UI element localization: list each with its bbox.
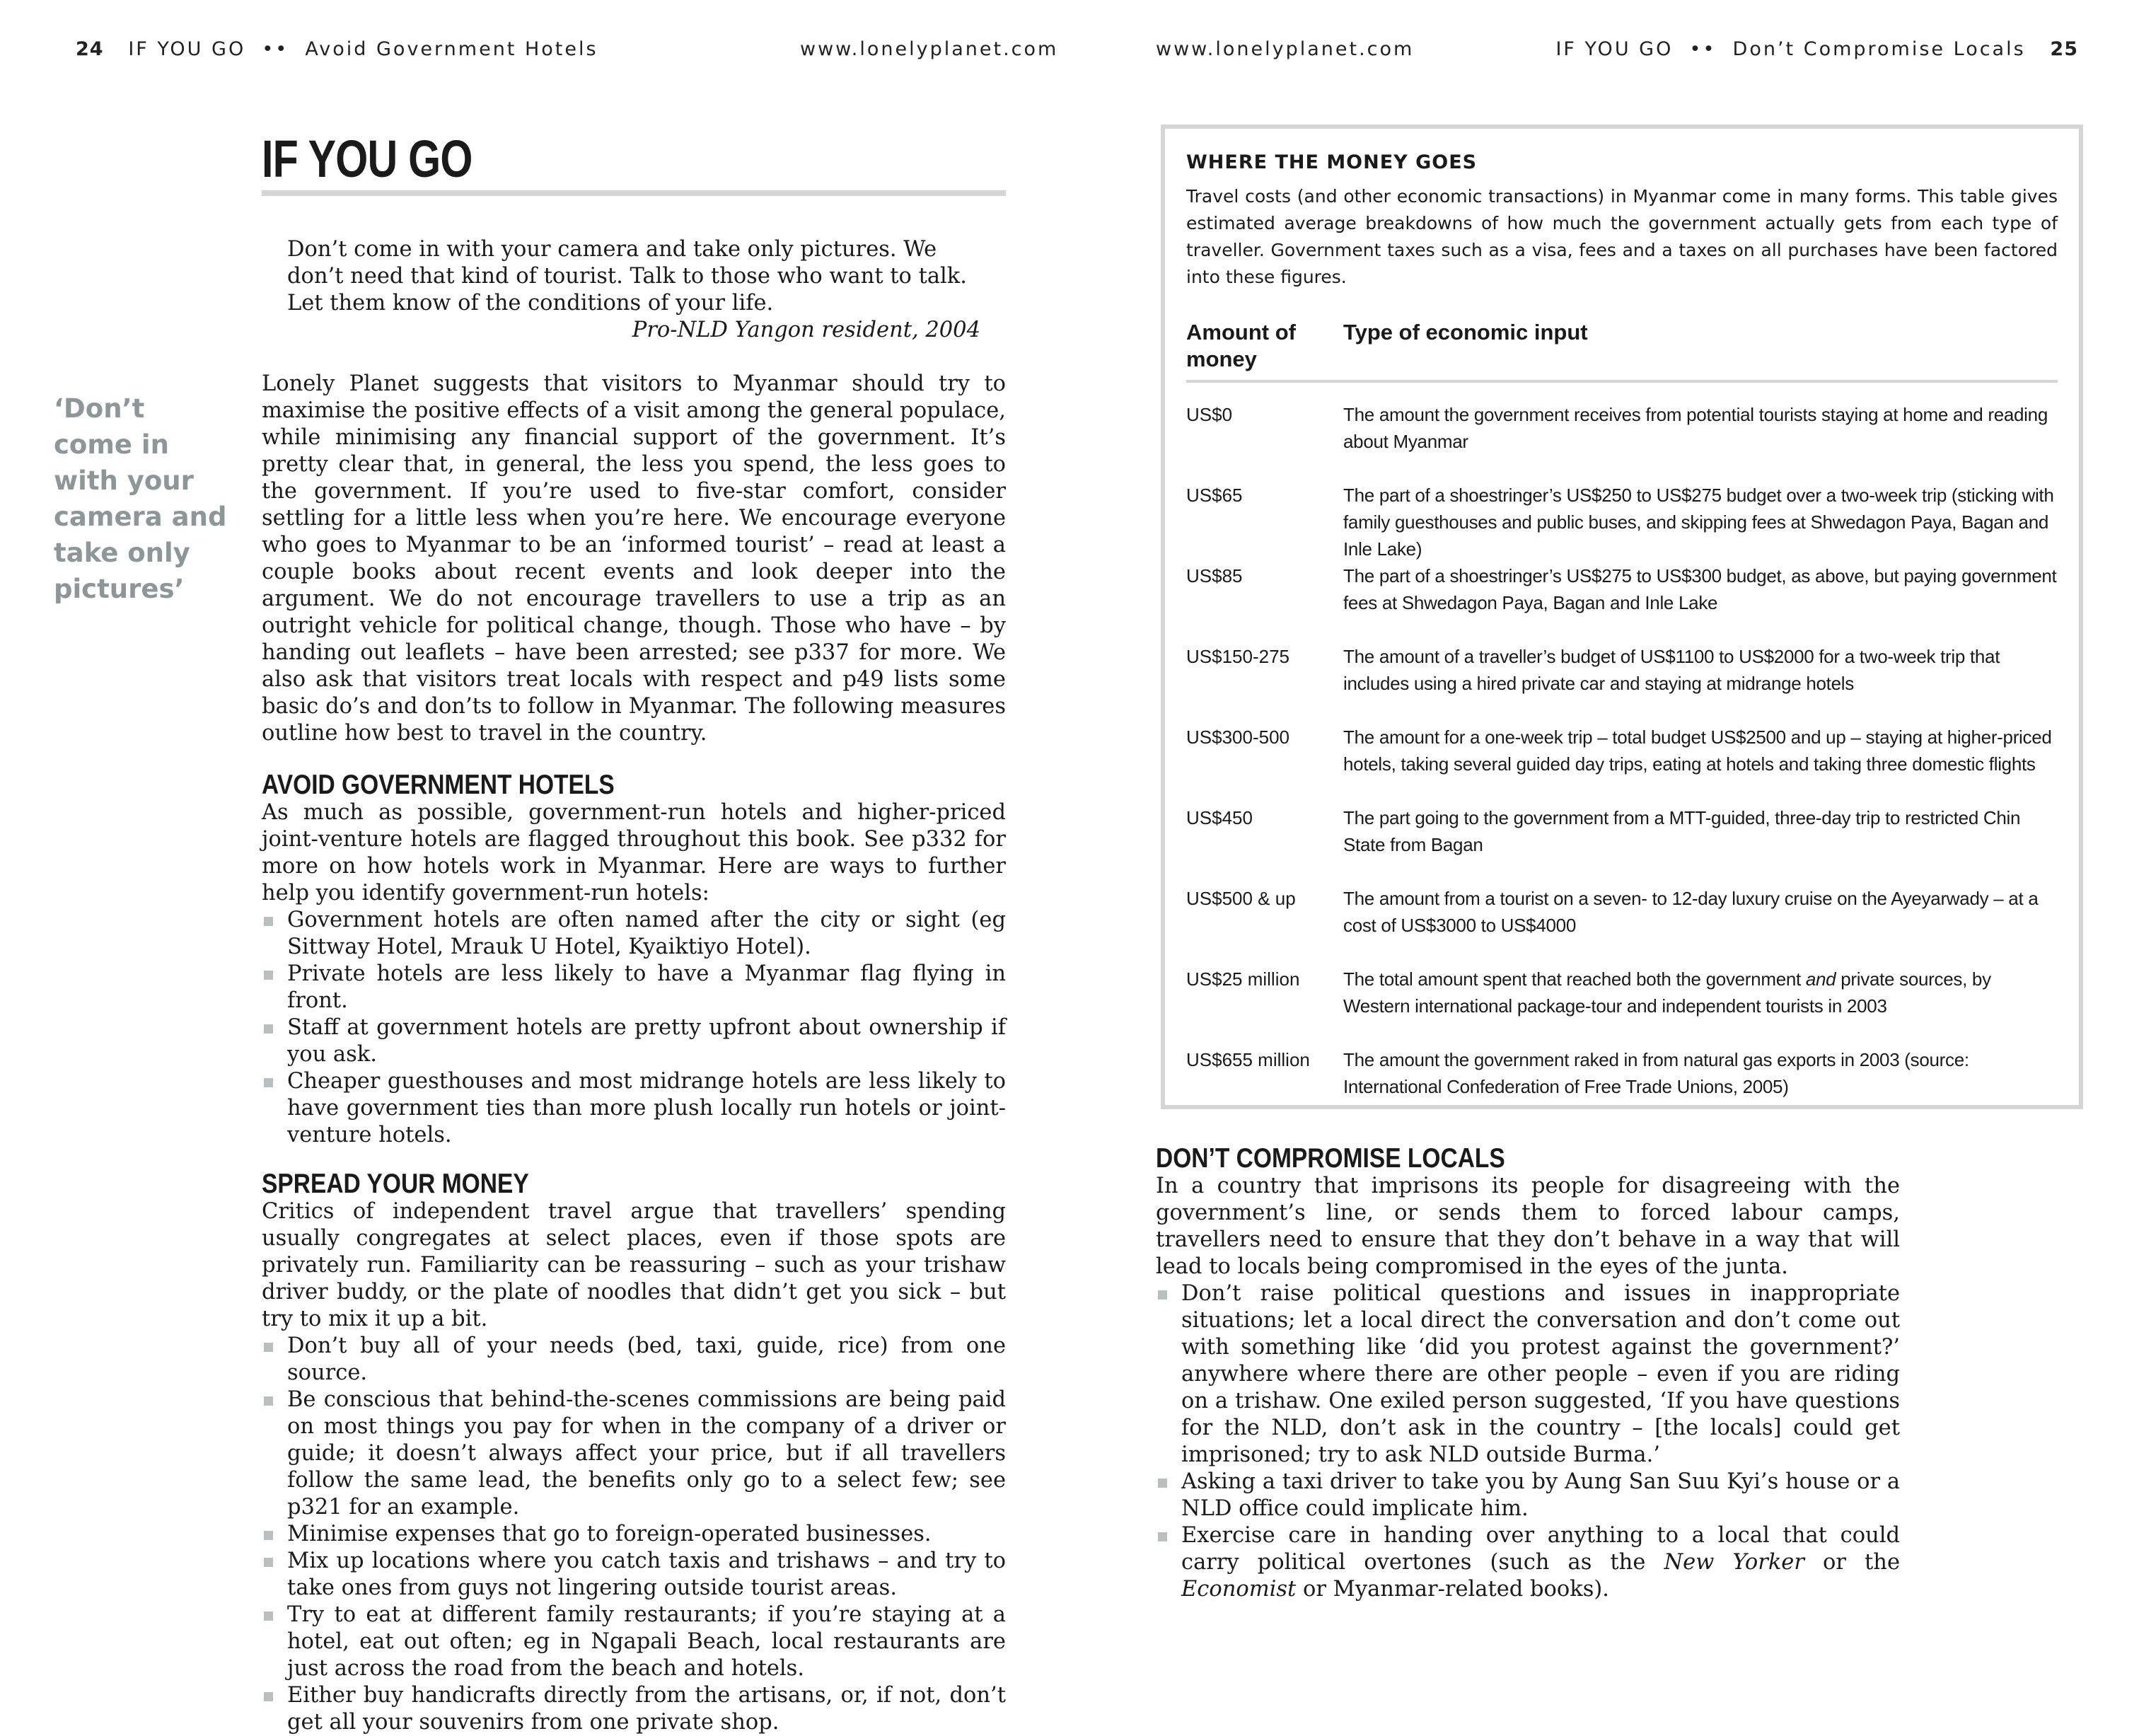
table-cell-amount: US$500 & up (1186, 888, 1296, 909)
table-cell-desc: The part going to the government from a MTT-guided, three-day trip to restricted Chin State from Bagan (1343, 807, 2021, 855)
list-item: Government hotels are often named after the city or sight (eg Sittway Hotel, Mrauk U Hotel, Kyaiktiyo Hotel). (262, 907, 1006, 961)
page-number: 24 (76, 38, 104, 60)
money-table-box (1161, 125, 2083, 1109)
table-cell-desc: The amount the government receives from potential tourists staying at home and reading about Myanmar (1343, 404, 2048, 452)
table-cell-desc: The amount the government raked in from natural gas exports in 2003 (source: International Confederation of Free Trade Unions, 2005) (1343, 1049, 1969, 1097)
header-separator: •• (262, 38, 289, 60)
pull-quote: ‘Don’t come in with your camera and take only pictures’ (54, 393, 227, 604)
section2-list (262, 1333, 1006, 1736)
right-column (1156, 1145, 1900, 1603)
main-column (262, 371, 1006, 1736)
table-row (1186, 562, 2058, 643)
desc-text: The total amount spent that reached both the government (1343, 968, 1806, 990)
left-page (0, 0, 1070, 1735)
heading-spread-your-money: SPREAD YOUR MONEY (262, 1169, 529, 1199)
header-section: IF YOU GO (128, 38, 246, 60)
box-intro: Travel costs (and other economic transactions) in Myanmar come in many forms. This table gives estimated average breakdowns of how much the government actually gets from each type of traveller. Government taxes such as a visa, fees and a taxes on all purchases have been factored into these figures. (1186, 186, 2058, 287)
list-item: Either buy handicrafts directly from the artisans, or, if not, don’t get all your souvenirs from one private shop. (262, 1682, 1006, 1736)
section1-text: As much as possible, government-run hotels and higher-priced joint-venture hotels are flagged throughout this book. See p332 for more on how hotels work in Myanmar. Here are ways to further help you identify government-run hotels: (262, 800, 1006, 905)
table-cell-desc (1343, 966, 2058, 1046)
running-header-right (1555, 38, 2078, 60)
header-separator: •• (1689, 38, 1717, 60)
table-cell-amount: US$655 million (1186, 1049, 1310, 1070)
desc-emphasis: and (1805, 968, 1836, 990)
money-table (1186, 319, 2058, 1127)
table-cell-amount: US$450 (1186, 807, 1253, 828)
table-row (1186, 724, 2058, 804)
table-cell-desc: The amount for a one-week trip – total budget US$2500 and up – staying at higher-priced hotels, taking several guided day trips, eating at hotels and taking three domestic flights (1343, 727, 2052, 775)
table-cell-amount: US$85 (1186, 565, 1243, 586)
table-row (1186, 885, 2058, 966)
table-cell-amount: US$25 million (1186, 968, 1300, 990)
table-cell-desc: The amount of a traveller’s budget of US$1100 to US$2000 for a two-week trip that includes using a hired private car and staying at midrange hotels (1343, 646, 2000, 694)
table-header (1186, 319, 2058, 383)
page-title: IF YOU GO (262, 129, 473, 188)
list-text: Exercise care in handing over anything to a local that could carry political overtones (such as the (1181, 1523, 1900, 1575)
table-row (1186, 966, 2058, 1046)
list-item: Private hotels are less likely to have a Myanmar flag flying in front. (262, 961, 1006, 1014)
epigraph (287, 236, 980, 344)
list-item: Try to eat at different family restaurants; if you’re staying at a hotel, eat out often; eg in Ngapali Beach, local restaurants are just across the road from the beach and hotels. (262, 1602, 1006, 1682)
table-cell-amount: US$150-275 (1186, 646, 1289, 667)
table-row (1186, 482, 2058, 562)
table-cell-amount: US$65 (1186, 485, 1243, 506)
header-topic: Avoid Government Hotels (305, 38, 598, 60)
intro-paragraph: Lonely Planet suggests that visitors to Myanmar should try to maximise the positive effects of a visit among the general populace, while minimising any financial support of the government. It’s pretty clear that, in general, the less you spend, the less goes to the government. If you’re used to five-star comfort, consider settling for a little less when you’re here. We encourage everyone who goes to Myanmar to be an ‘informed tourist’ – read at least a couple books about recent events and look deeper into the argument. We do not encourage travellers to use a trip as an outright vehicle for political change, though. Those who have – by handing out leaflets – have been arrested; see p337 for more. We also ask that visitors treat locals with respect and p49 lists some basic do’s and don’ts to follow in Myanmar. The following measures outline how best to travel in the country. (262, 371, 1006, 746)
list-item: Cheaper guesthouses and most midrange hotels are less likely to have government ties than more plush locally run hotels or joint-venture hotels. (262, 1068, 1006, 1149)
page-number: 25 (2050, 38, 2078, 60)
publication-title: Economist (1181, 1577, 1297, 1602)
list-item: Don’t buy all of your needs (bed, taxi, guide, rice) from one source. (262, 1333, 1006, 1387)
table-cell-desc: The part of a shoestringer’s US$275 to US$300 budget, as above, but paying government fees at Shwedagon Paya, Bagan and Inle Lake (1343, 565, 2057, 613)
table-cell-amount: US$300-500 (1186, 727, 1289, 748)
header-topic: Don’t Compromise Locals (1732, 38, 2026, 60)
running-header-left (76, 38, 598, 60)
column-header-amount: Amount of money (1186, 320, 1296, 371)
list-item: Don’t raise political questions and issues in inappropriate situations; let a local direct the conversation and don’t come out with something like ‘did you protest against the government?’ anywhere where there are other people – even if you are riding on a trishaw. One exiled person suggested, ‘If you have questions for the NLD, don’t ask in the country – [the locals] could get imprisoned; try to ask NLD outside Burma.’ (1156, 1280, 1900, 1469)
title-rule (262, 190, 1006, 196)
heading-dont-compromise-locals: DON’T COMPROMISE LOCALS (1156, 1143, 1505, 1174)
list-item: Minimise expenses that go to foreign-operated businesses. (262, 1521, 1006, 1548)
list-text: or Myanmar-related books). (1296, 1577, 1609, 1602)
list-item: Staff at government hotels are pretty upfront about ownership if you ask. (262, 1014, 1006, 1068)
epigraph-text: Don’t come in with your camera and take only pictures. We don’t need that kind of tourist. Talk to those who want to talk. Let them know of the conditions of your life. (287, 237, 967, 316)
header-website: www.lonelyplanet.com (800, 38, 1059, 60)
epigraph-attribution: Pro-NLD Yangon resident, 2004 (632, 318, 980, 342)
table-cell-desc: The part of a shoestringer’s US$250 to US$275 budget over a two-week trip (sticking with family guesthouses and public buses, and skipping fees at Shwedagon Paya, Bagan and Inle Lake) (1343, 485, 2054, 560)
header-section: IF YOU GO (1555, 38, 1674, 60)
section3-text: In a country that imprisons its people for disagreeing with the government’s line, or sends them to forced labour camps, travellers need to ensure that they don’t behave in a way that will lead to locals being compromised in the eyes of the junta. (1156, 1174, 1900, 1279)
section1-list (262, 907, 1006, 1149)
publication-title: New Yorker (1664, 1550, 1804, 1575)
header-website: www.lonelyplanet.com (1156, 38, 1415, 60)
box-title: WHERE THE MONEY GOES (1186, 151, 1478, 173)
table-row (1186, 1046, 2058, 1127)
table-cell-desc: The amount from a tourist on a seven- to 12-day luxury cruise on the Ayeyarwady – at a cost of US$3000 to US$4000 (1343, 888, 2039, 936)
table-cell-amount: US$0 (1186, 404, 1233, 425)
list-item: Asking a taxi driver to take you by Aung San Suu Kyi’s house or a NLD office could implicate him. (1156, 1469, 1900, 1522)
list-text: or the (1804, 1550, 1900, 1575)
list-item (1156, 1522, 1900, 1603)
desc-text: private sources, by Western international package-tour and independent tourists in 2003 (1343, 968, 1991, 1017)
column-header-type: Type of economic input (1343, 320, 1588, 345)
list-item: Mix up locations where you catch taxis and trishaws – and try to take ones from guys not lingering outside tourist areas. (262, 1548, 1006, 1602)
heading-avoid-government-hotels: AVOID GOVERNMENT HOTELS (262, 770, 615, 800)
section3-list (1156, 1280, 1900, 1603)
right-page (1070, 0, 2139, 1646)
table-row (1186, 401, 2058, 482)
table-row (1186, 643, 2058, 724)
section2-text: Critics of independent travel argue that travellers’ spending usually congregates at select places, even if those spots are privately run. Familiarity can be reassuring – such as your trishaw driver buddy, or the plate of noodles that didn’t get you sick – but try to mix it up a bit. (262, 1199, 1006, 1331)
table-row (1186, 804, 2058, 885)
list-item: Be conscious that behind-the-scenes commissions are being paid on most things you pay for when in the company of a driver or guide; it doesn’t always affect your price, but if all travellers follow the same lead, the benefits only go to a select few; see p321 for an example. (262, 1387, 1006, 1521)
